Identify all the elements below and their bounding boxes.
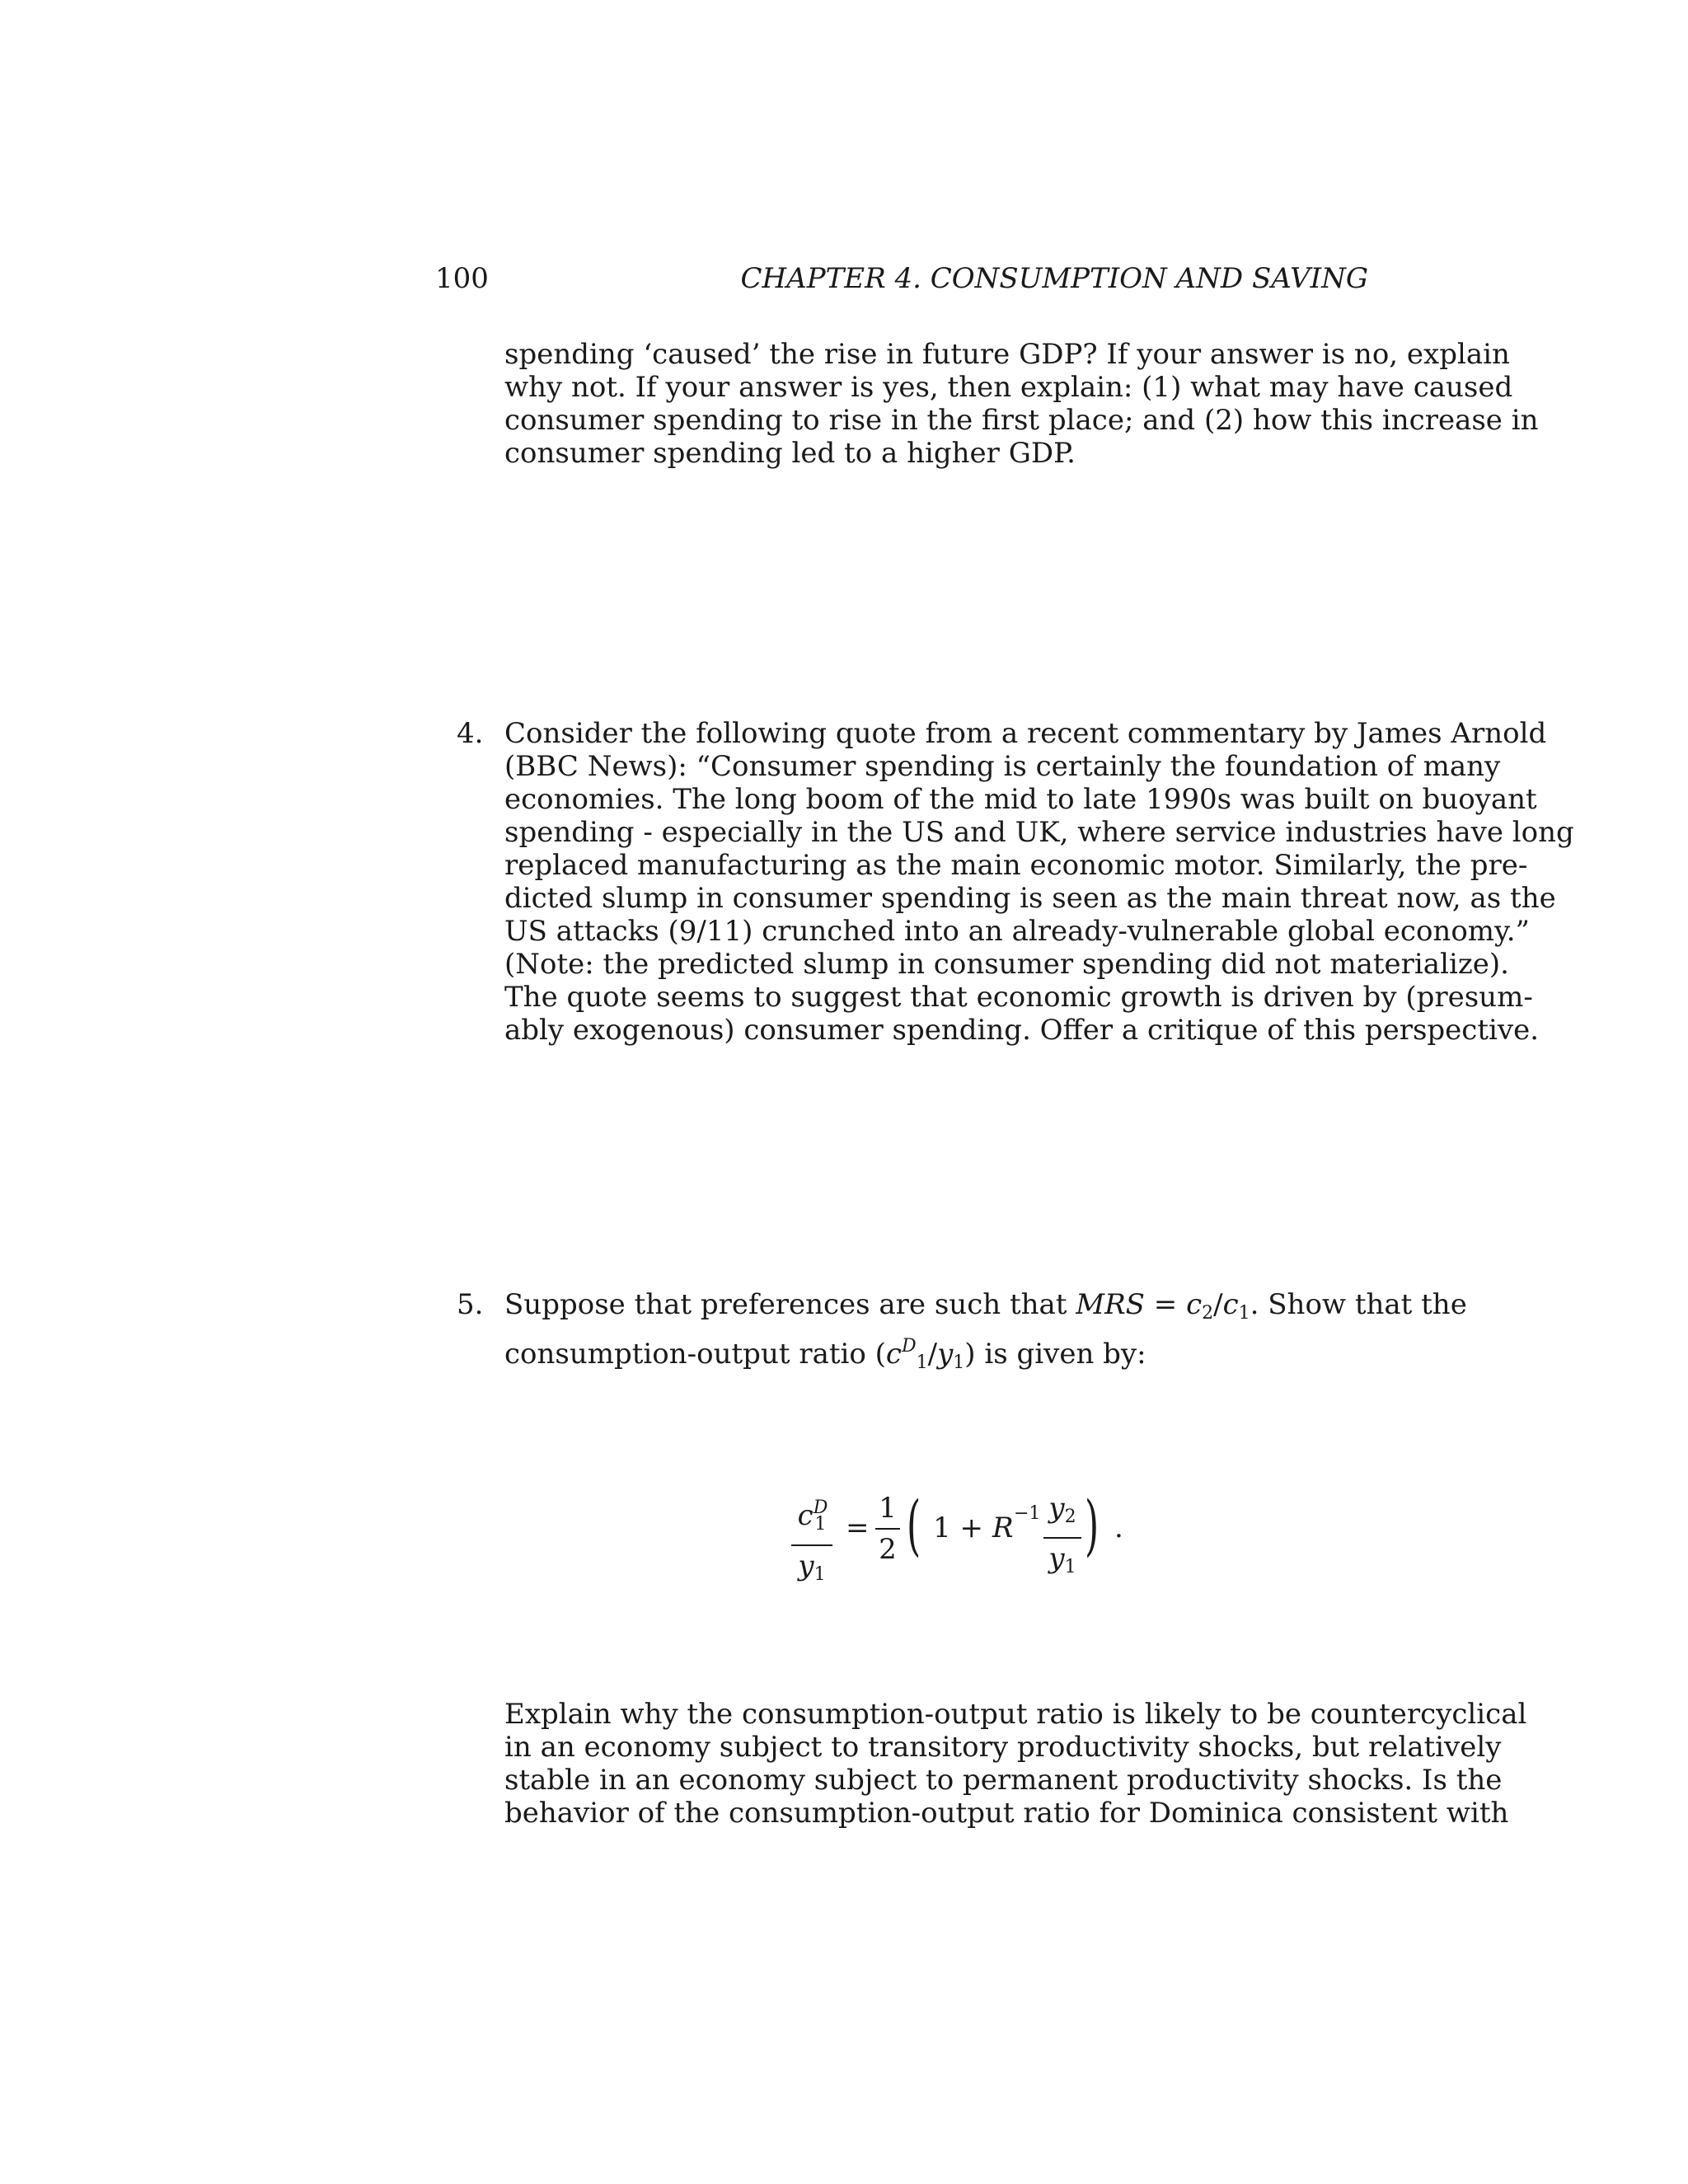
c-symbol: c [885,1338,902,1371]
fraction-denominator: 2 [879,1533,897,1566]
fraction-numerator: 1 [879,1492,897,1525]
y-symbol: y [798,1549,814,1582]
fraction-denominator [791,1549,832,1591]
mrs-symbol: MRS [1076,1288,1145,1321]
fraction-numerator [791,1492,832,1541]
text-line [504,1288,1467,1330]
slash: / [927,1338,938,1371]
fraction-bar [875,1528,900,1530]
text-segment: Suppose that preferences are such that [504,1288,1076,1321]
subscript: 2 [1202,1303,1214,1324]
text-segment: consumption-output ratio ( [504,1338,886,1371]
intro-paragraph [504,338,1539,470]
text-line: ably exogenous) consumer spending. Offer a critique of this perspective. [504,1014,1540,1047]
follow-up-paragraph [504,1698,1527,1830]
text-line: consumer spending led to a higher GDP. [504,437,1076,470]
slash: / [1213,1288,1223,1321]
subscript: 1 [953,1352,965,1373]
item-number: 4. [457,717,484,750]
half-fraction [875,1492,900,1566]
subscript: 1 [1238,1303,1250,1324]
text-line: spending ‘caused’ the rise in future GDP? If your answer is no, explain [504,338,1510,371]
right-paren: ) [1085,1487,1100,1563]
fraction-denominator [1043,1542,1081,1584]
text-line: US attacks (9/11) crunched into an already-vulnerable global economy.” [504,915,1530,948]
page-number: 100 [435,262,489,295]
text-line: in an economy subject to transitory productivity shocks, but relatively [504,1731,1502,1764]
text-line: (BBC News): “Consumer spending is certainly the foundation of many [504,750,1501,783]
subscript: 1 [814,1514,827,1535]
question-4 [457,717,1574,1047]
y-ratio-fraction [1043,1492,1081,1584]
fraction-bar [1043,1537,1081,1539]
one-plus: 1 + [933,1511,983,1544]
equals-sign: = [846,1511,870,1544]
running-head: CHAPTER 4. CONSUMPTION AND SAVING [740,262,1368,295]
y-symbol: y [937,1338,954,1371]
text-line: spending - especially in the US and UK, where service industries have long [504,816,1574,849]
fraction-bar [791,1544,832,1546]
lhs-fraction [791,1492,832,1591]
r-symbol: R [992,1511,1014,1544]
superscript: D [901,1336,917,1357]
item-number: 5. [457,1288,484,1321]
text-line: dicted slump in consumer spending is seen as the main threat now, as the [504,882,1556,915]
text-line: replaced manufacturing as the main economic motor. Similarly, the pre- [504,849,1528,882]
c-symbol: c [797,1499,814,1532]
period: . [1114,1511,1123,1544]
y-symbol: y [1048,1542,1065,1575]
text-line: The quote seems to suggest that economic growth is driven by (presum- [504,981,1533,1014]
text-line [504,1330,1368,1380]
text-line: why not. If your answer is yes, then explain: (1) what may have caused [504,371,1513,404]
text-line: Explain why the consumption-output ratio is likely to be countercyclical [504,1698,1527,1731]
subscript: 1 [916,1352,928,1373]
subscript: 1 [814,1564,826,1585]
text-line: (Note: the predicted slump in consumer spending did not materialize). [504,948,1509,981]
left-paren: ( [907,1487,921,1563]
text-segment: . Show that the [1250,1288,1467,1321]
text-line: stable in an economy subject to permanent productivity shocks. Is the [504,1764,1503,1797]
c2-symbol: c [1186,1288,1203,1321]
y-symbol: y [1048,1492,1065,1525]
text-line: economies. The long boom of the mid to late 1990s was built on buoyant [504,783,1537,816]
r-exponent: −1 [1014,1503,1041,1524]
text-line: behavior of the consumption-output ratio for Dominica consistent with [504,1797,1509,1830]
text-line: consumer spending to rise in the first place; and (2) how this increase in [504,404,1539,437]
text-segment: ) is given by: [964,1338,1146,1371]
subscript: 1 [1064,1557,1076,1577]
subscript: 2 [1064,1507,1076,1527]
equals-sign: = [1144,1288,1187,1321]
superscript: D [813,1497,828,1518]
text-line: Consider the following quote from a recent commentary by James Arnold [504,717,1547,750]
fraction-numerator [1043,1492,1081,1534]
question-5 [457,1288,1467,1380]
c1-symbol: c [1222,1288,1239,1321]
